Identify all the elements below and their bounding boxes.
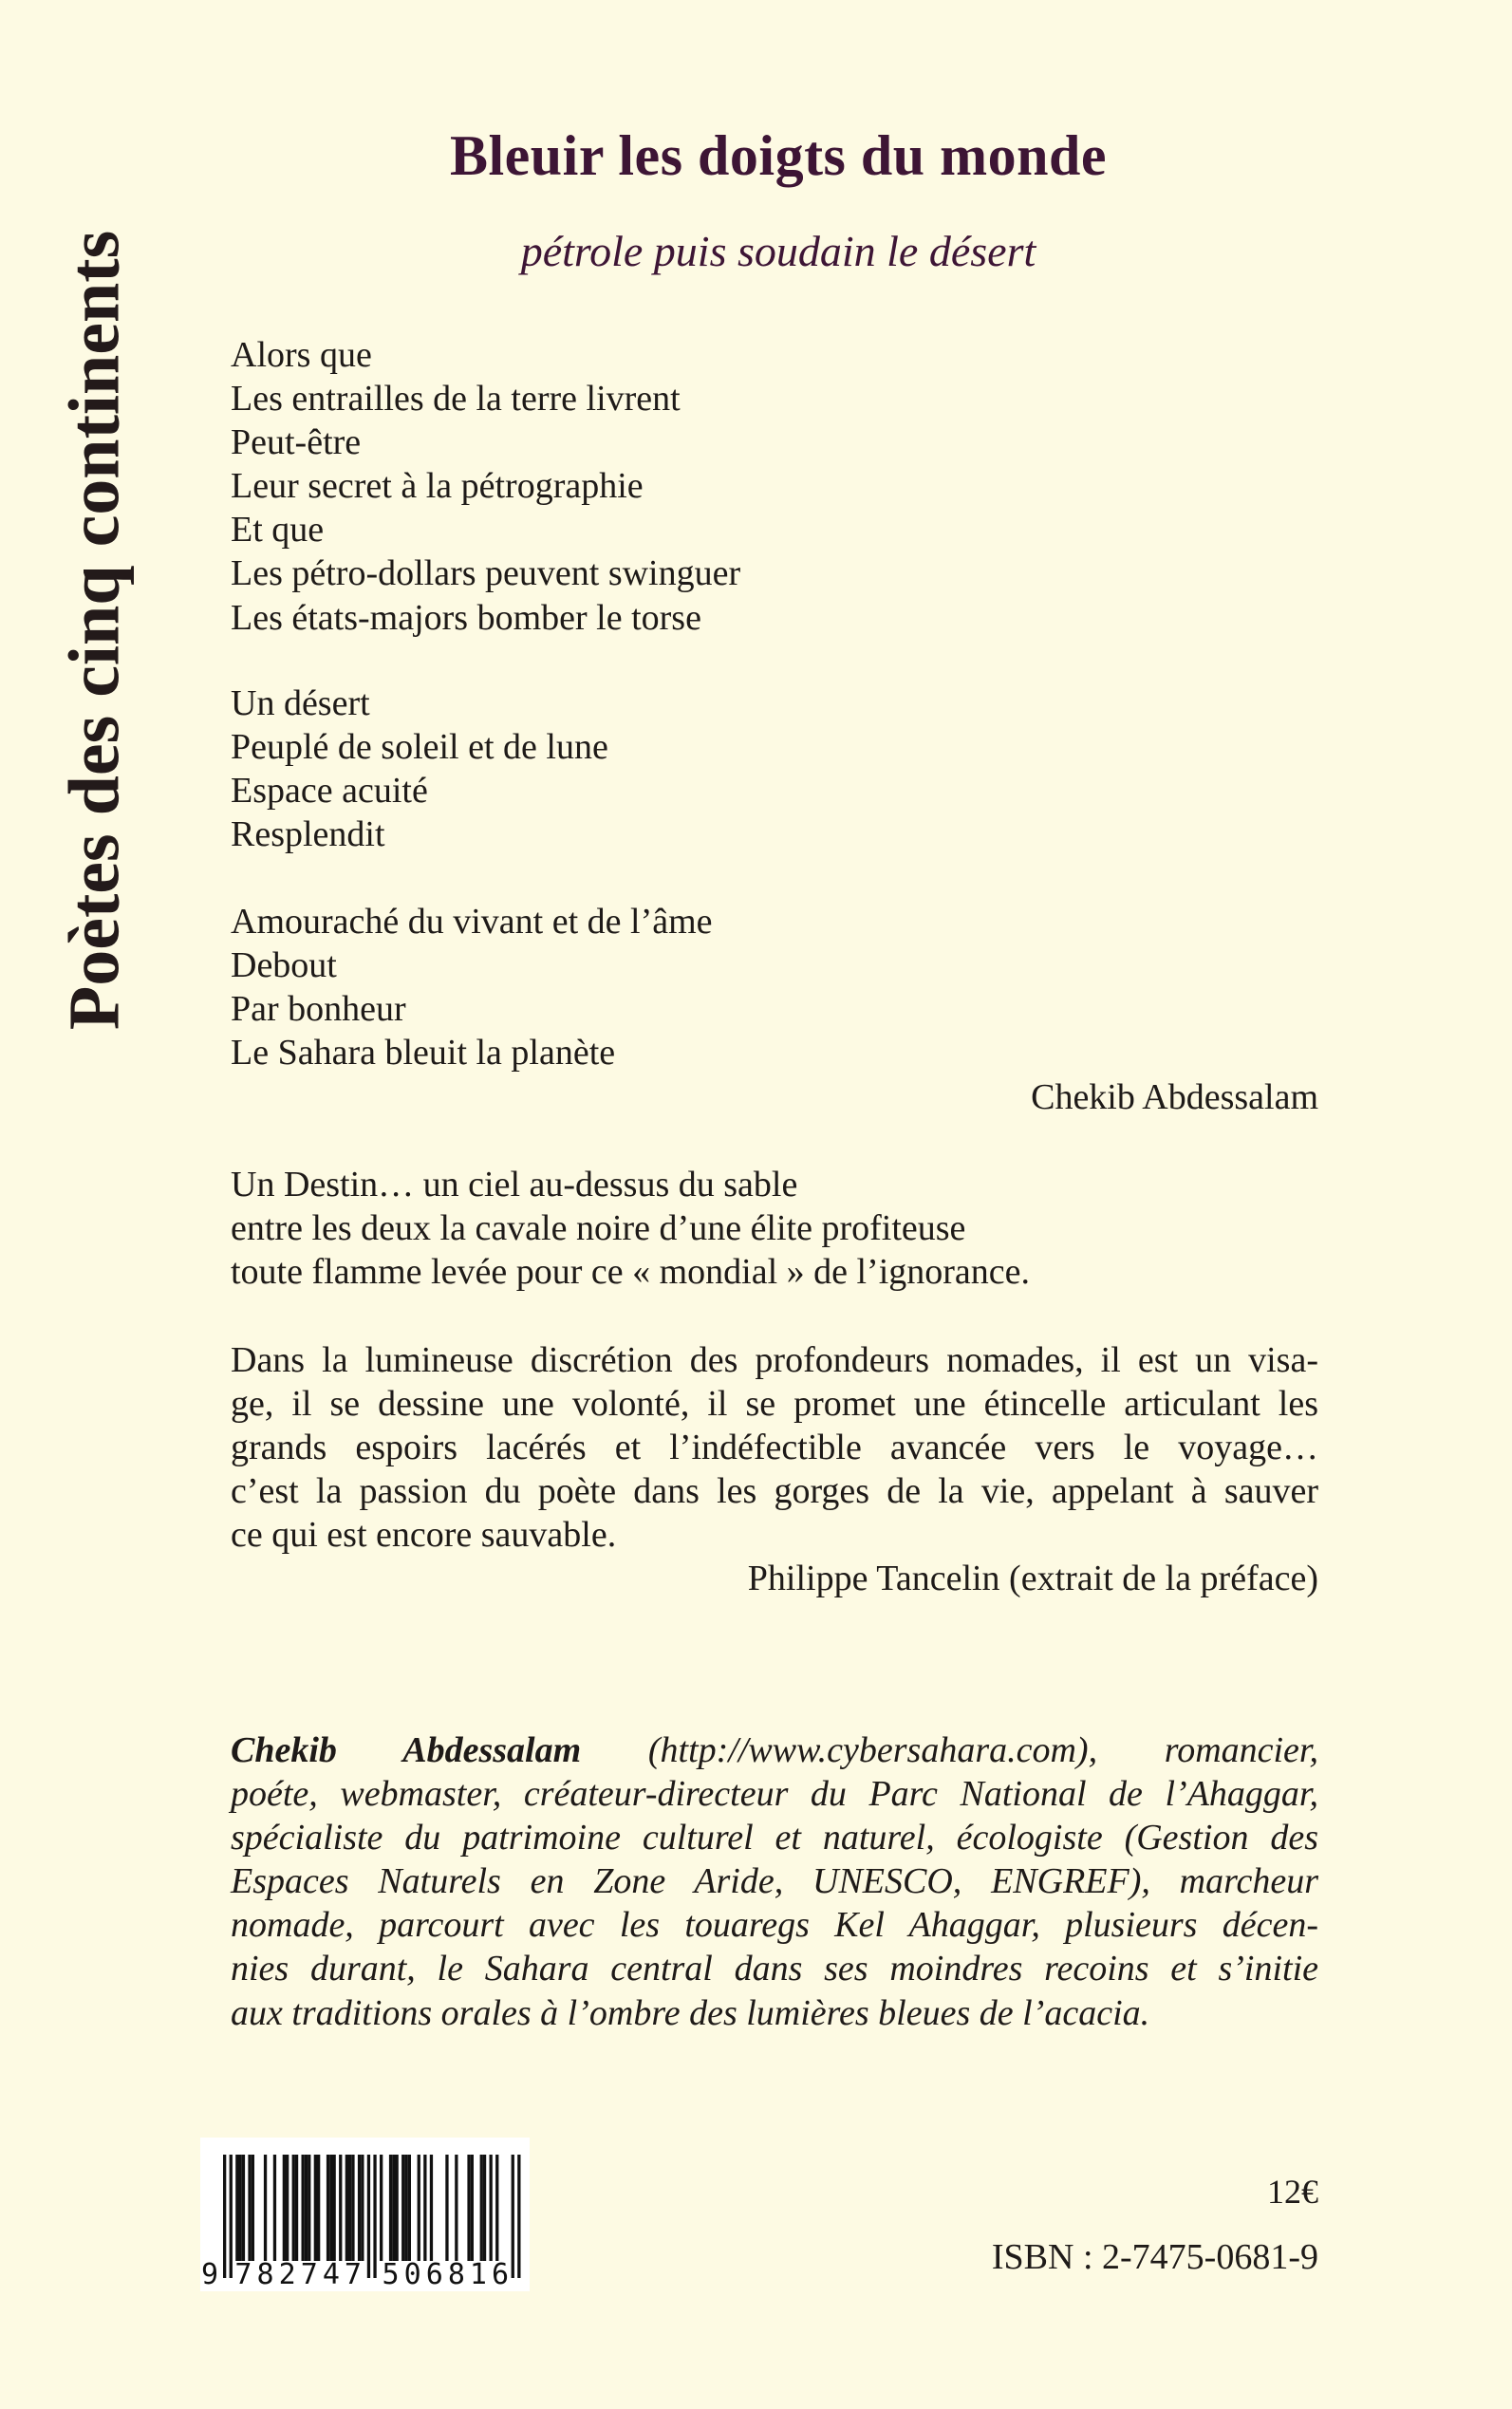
barcode-bar <box>223 2155 226 2278</box>
poem-line: Les états-majors bomber le torse <box>231 597 701 638</box>
barcode-bar <box>273 2155 276 2261</box>
barcode-bar <box>295 2155 298 2261</box>
poem-line: Et que <box>231 510 325 551</box>
barcode-digit: 6 <box>425 2258 443 2291</box>
barcode-bar <box>252 2155 254 2261</box>
epigraph-line: Un Destin… un ciel au-dessus du sable <box>231 1165 798 1204</box>
barcode-bar <box>308 2155 310 2261</box>
barcode-bar <box>392 2155 395 2261</box>
barcode-digit: 2 <box>278 2258 296 2291</box>
author-bio <box>231 1728 1318 2035</box>
barcode-bar <box>314 2155 317 2261</box>
poem-stanza-3 <box>231 900 1318 1074</box>
poem-stanza-1 <box>231 333 1318 640</box>
preface-line: ge, il se dessine une volonté, il se promet une étincelle articulant les <box>231 1384 1318 1425</box>
poem-line: Peut-être <box>231 422 362 463</box>
barcode-bar <box>380 2155 383 2261</box>
barcode-digit: 5 <box>382 2258 400 2291</box>
barcode-digit: 4 <box>322 2258 340 2291</box>
isbn-barcode <box>200 2138 530 2291</box>
barcode-digit: 8 <box>256 2258 274 2291</box>
barcode-bar <box>467 2155 470 2261</box>
barcode-bar <box>351 2155 354 2261</box>
poem-line: Le Sahara bleuit la planète <box>231 1033 616 1074</box>
series-title-vertical: Poètes des cinq continents <box>54 230 135 1031</box>
preface-excerpt <box>231 1338 1318 1557</box>
barcode-bar <box>286 2155 289 2261</box>
barcode-bar <box>248 2155 251 2261</box>
barcode-bar <box>283 2155 286 2261</box>
barcode-bar <box>455 2155 457 2261</box>
barcode-digit: 9 <box>200 2258 219 2291</box>
barcode-bar <box>445 2155 448 2261</box>
epigraph <box>231 1163 1318 1294</box>
barcode-bar <box>345 2155 348 2261</box>
poem-line: Espace acuité <box>231 771 428 812</box>
barcode-bar <box>404 2155 407 2261</box>
barcode-bar <box>348 2155 351 2261</box>
epigraph-line: entre les deux la cavale noire d’une élite profiteuse <box>231 1208 966 1249</box>
barcode-bar <box>242 2155 245 2261</box>
barcode-bar <box>302 2155 305 2261</box>
preface-line: ce qui est encore sauvable. <box>231 1515 617 1556</box>
book-title: Bleuir les doigts du monde <box>449 124 1107 187</box>
barcode-bar <box>367 2155 370 2278</box>
preface-line: grands espoirs lacérés et l’indéfectible avancée vers le voyage… <box>231 1428 1318 1468</box>
barcode-bar <box>327 2155 329 2261</box>
bio-line: nomade, parcourt avec les touaregs Kel Ahaggar, plusieurs décen- <box>231 1905 1318 1946</box>
barcode-bar <box>361 2155 364 2261</box>
book-subtitle: pétrole puis soudain le désert <box>520 227 1036 275</box>
barcode-bar <box>423 2155 426 2261</box>
barcode-bar <box>305 2155 308 2261</box>
barcode-bar <box>471 2155 474 2261</box>
bio-line: poéte, webmaster, créateur-directeur du Parc National de l’Ahaggar, <box>231 1774 1318 1815</box>
barcode-bar <box>495 2155 498 2261</box>
poem-line: Leur secret à la pétrographie <box>231 466 644 507</box>
barcode-bar <box>373 2155 376 2278</box>
bio-line: nies durant, le Sahara central dans ses moindres recoins et s’initie <box>231 1949 1318 1989</box>
bio-text: (http://www.cybersahara.com), romancier, <box>647 1730 1318 1770</box>
barcode-bar <box>239 2155 242 2261</box>
poem-line: Alors que <box>231 335 372 375</box>
barcode-bar <box>480 2155 483 2261</box>
barcode-bar <box>430 2155 433 2261</box>
poem-stanza-2 <box>231 682 1318 856</box>
poem-line: Un désert <box>231 683 370 723</box>
bio-line: Espaces Naturels en Zone Aride, UNESCO, ENGREF), marcheur <box>231 1861 1318 1902</box>
barcode-bar <box>418 2155 420 2261</box>
bio-line: aux traditions orales à l’ombre des lumières bleues de l’acacia. <box>231 1992 1150 2033</box>
bio-line: spécialiste du patrimoine culturel et naturel, écologiste (Gestion des <box>231 1818 1318 1858</box>
barcode-bar <box>517 2155 520 2278</box>
poem-line: Peuplé de soleil et de lune <box>231 727 608 768</box>
barcode-digit: 1 <box>469 2258 487 2291</box>
price: 12€ <box>1267 2173 1318 2211</box>
barcode-bar <box>292 2155 295 2261</box>
poem-line: Amouraché du vivant et de l’âme <box>231 902 713 942</box>
barcode-bar <box>264 2155 267 2261</box>
barcode-bar <box>408 2155 411 2261</box>
epigraph-line: toute flamme levée pour ce « mondial » de l’ignorance. <box>231 1252 1031 1293</box>
bio-author-name: Chekib Abdessalam <box>231 1730 582 1770</box>
barcode-bar <box>358 2155 361 2261</box>
poem-author: Chekib Abdessalam <box>1031 1077 1318 1117</box>
barcode-bar <box>483 2155 486 2261</box>
isbn: ISBN : 2-7475-0681-9 <box>991 2237 1318 2277</box>
poem-line: Par bonheur <box>231 989 406 1030</box>
barcode-bar <box>333 2155 336 2261</box>
barcode-digit: 8 <box>447 2258 465 2291</box>
preface-line: Dans la lumineuse discrétion des profondeurs nomades, il est un visa- <box>231 1340 1318 1380</box>
barcode-bar <box>317 2155 320 2261</box>
preface-line: c’est la passion du poète dans les gorges de la vie, appelant à sauver <box>231 1471 1318 1512</box>
poem-line: Debout <box>231 945 337 986</box>
poem-line: Resplendit <box>231 814 385 855</box>
preface-attribution: Philippe Tancelin (extrait de la préface) <box>747 1559 1318 1598</box>
barcode-digit: 7 <box>344 2258 362 2291</box>
barcode-digit: 7 <box>300 2258 318 2291</box>
barcode-bar <box>230 2155 233 2278</box>
barcode-bar <box>339 2155 342 2261</box>
barcode-bar <box>401 2155 404 2261</box>
bio-line <box>231 1728 1318 1772</box>
barcode-bar <box>512 2155 514 2278</box>
barcode-bar <box>329 2155 332 2261</box>
barcode-bar <box>490 2155 493 2261</box>
barcode-bar <box>389 2155 392 2261</box>
barcode-digit: 7 <box>234 2258 252 2291</box>
barcode-bar <box>235 2155 238 2261</box>
poem-line: Les entrailles de la terre livrent <box>231 379 681 420</box>
barcode-bars <box>200 2138 530 2291</box>
barcode-digit: 6 <box>492 2258 510 2291</box>
barcode-bar <box>396 2155 399 2261</box>
poem-line: Les pétro-dollars peuvent swinguer <box>231 553 741 594</box>
barcode-digit: 0 <box>403 2258 421 2291</box>
